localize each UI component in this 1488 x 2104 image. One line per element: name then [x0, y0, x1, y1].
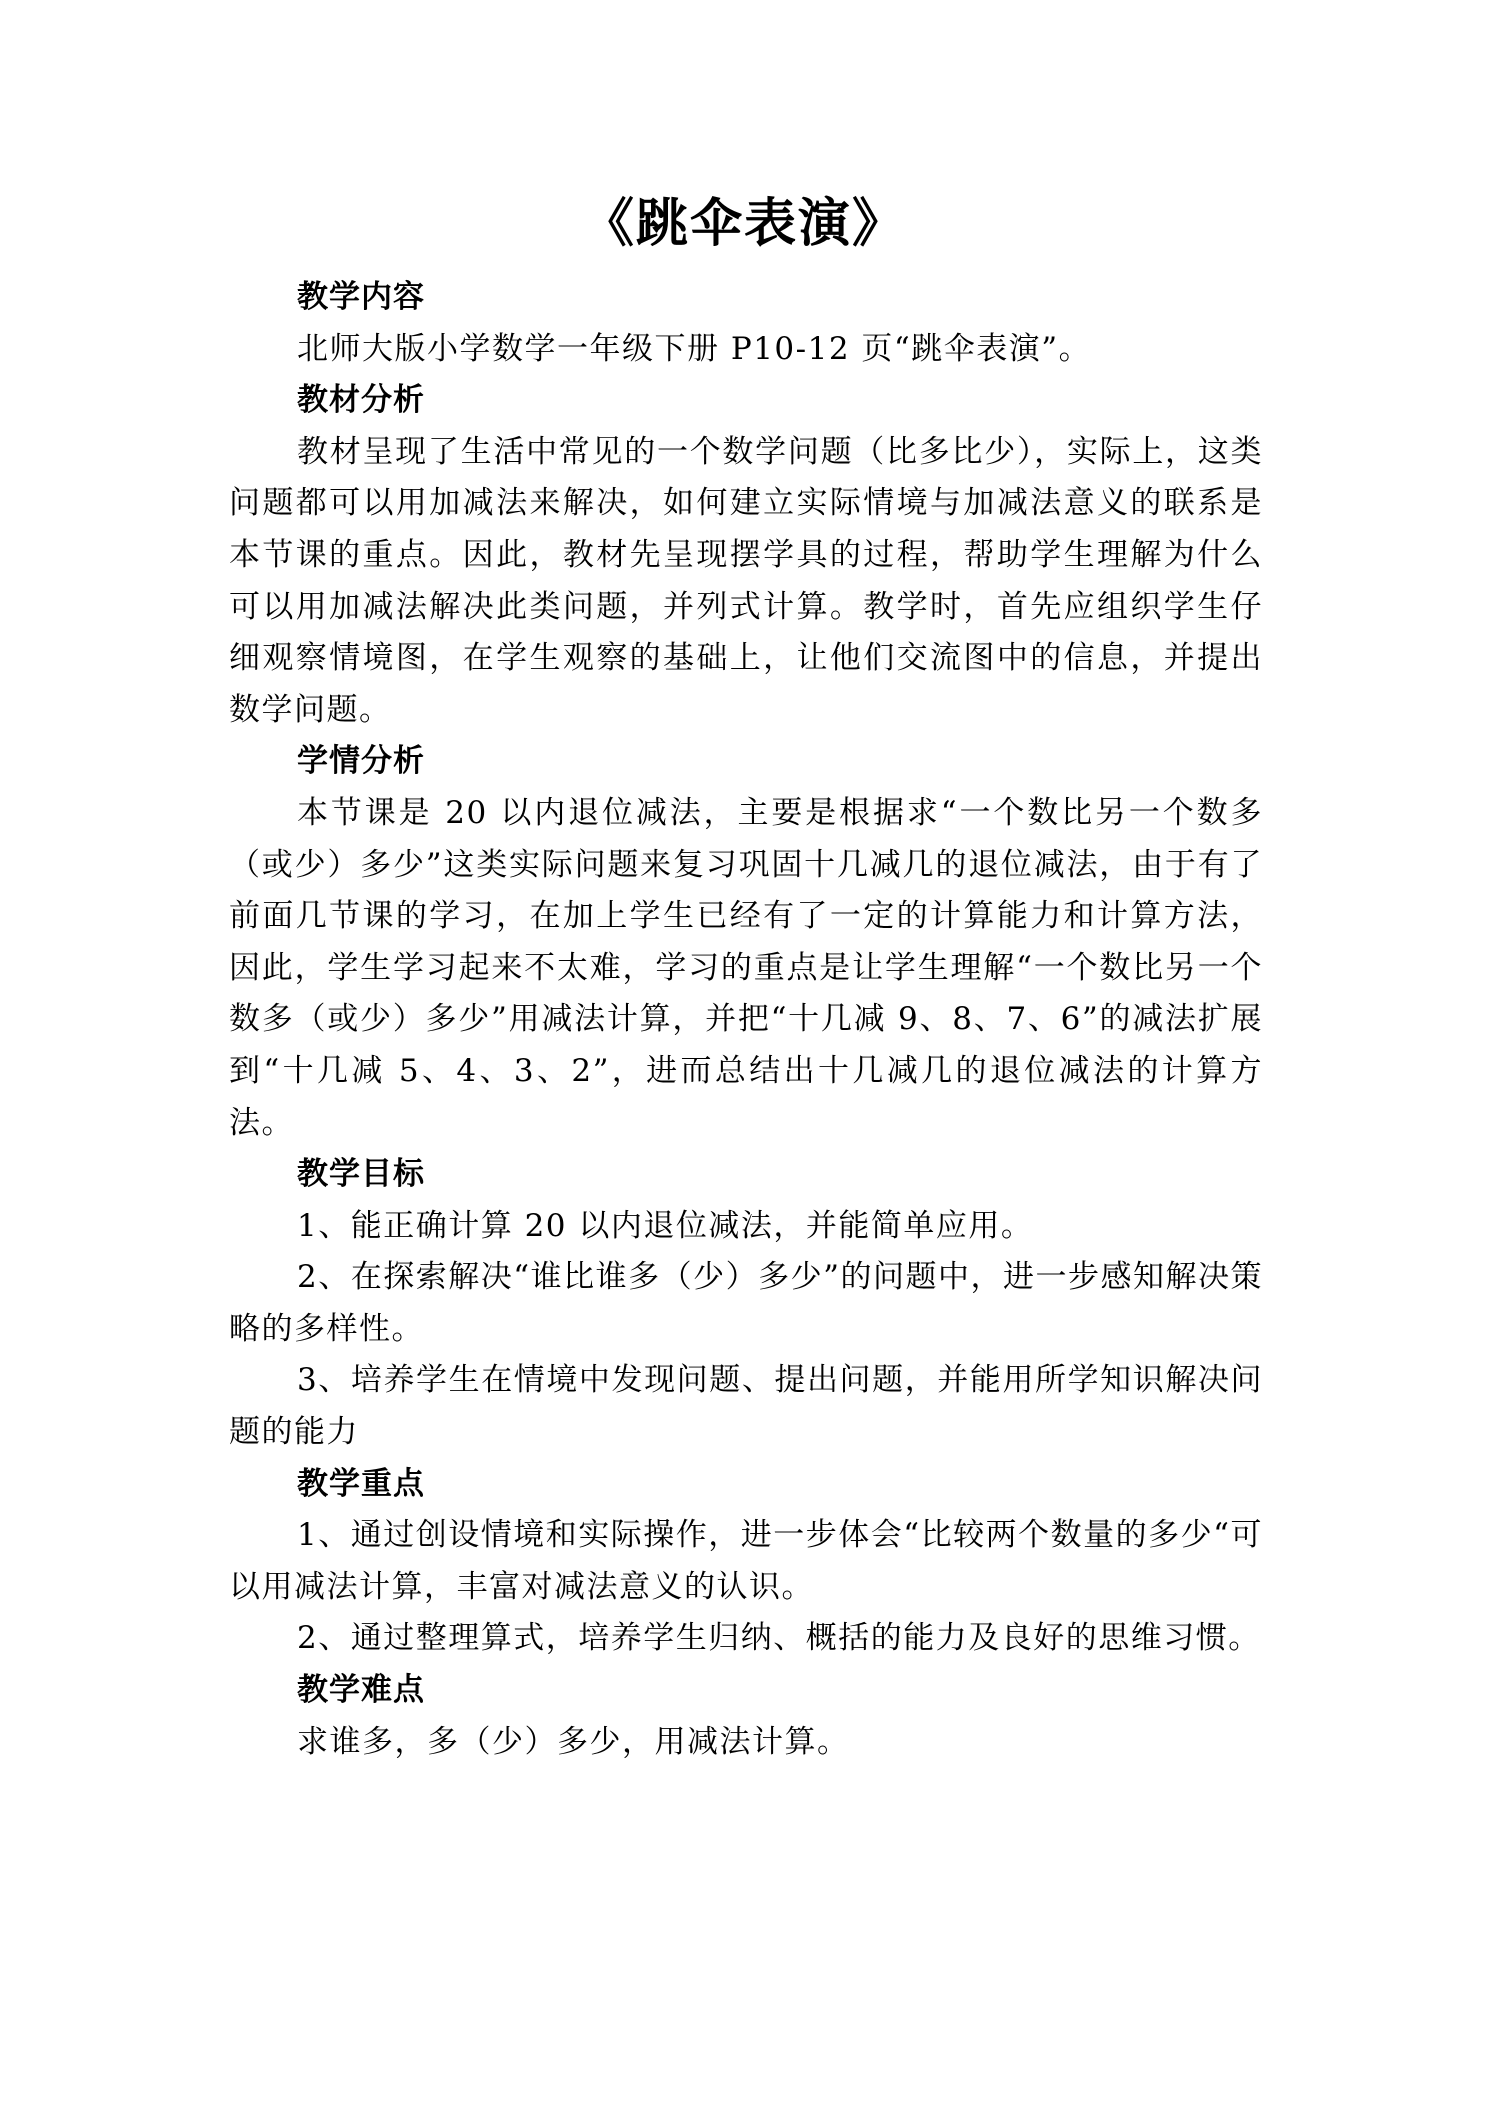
- section-paragraph: 本节课是 20 以内退位减法，主要是根据求“一个数比另一个数多（或少）多少”这类实际问题来复习巩固十几减几的退位减法，由于有了前面几节课的学习，在加上学生已经有了一定的计算能力和计算方法，因此，学生学习起来不太难，学习的重点是让学生理解“一个数比另一个数多（或少）多少”用减法计算，并把“十几减 9、8、7、6”的减法扩展到“十几减 5、4、3、2”，进而总结出十几减几的退位减法的计算方法。: [229, 794, 1263, 1141]
- key-point-item-1: 1、通过创设情境和实际操作，进一步体会“比较两个数量的多少“可以用减法计算，丰富对减法意义的认识。: [229, 1517, 1263, 1605]
- section-heading: 教学重点: [297, 1465, 425, 1502]
- goal-item-3: 3、培养学生在情境中发现问题、提出问题，并能用所学知识解决问题的能力: [229, 1362, 1263, 1451]
- section-difficulties: [229, 1665, 1263, 1768]
- goal-item-1: 1、能正确计算 20 以内退位减法，并能简单应用。: [297, 1207, 1034, 1244]
- section-paragraph: 教材呈现了生活中常见的一个数学问题（比多比少），实际上，这类问题都可以用加减法来解决，如何建立实际情境与加减法意义的联系是本节课的重点。因此，教材先呈现摆学具的过程，帮助学生理解为什么可以用加减法解决此类问题，并列式计算。教学时，首先应组织学生仔细观察情境图，在学生观察的基础上，让他们交流图中的信息，并提出数学问题。: [229, 433, 1263, 728]
- section-learner-analysis: [229, 736, 1263, 1149]
- section-paragraph: 北师大版小学数学一年级下册 P10-12 页“跳伞表演”。: [297, 330, 1092, 367]
- goal-item-2: 2、在探索解决“谁比谁多（少）多少”的问题中，进一步感知解决策略的多样性。: [229, 1259, 1263, 1347]
- section-textbook-analysis: [229, 375, 1263, 736]
- section-heading: 教学目标: [297, 1156, 425, 1193]
- section-paragraph: 求谁多，多（少）多少，用减法计算。: [297, 1723, 850, 1760]
- section-key-points: [229, 1459, 1263, 1665]
- document-title: 《跳伞表演》: [581, 194, 906, 254]
- section-heading: 教学内容: [297, 279, 425, 315]
- section-teaching-content: [229, 272, 1263, 375]
- document-body: [229, 272, 1263, 1768]
- section-heading: 教学难点: [297, 1672, 425, 1709]
- section-teaching-goals: [229, 1149, 1263, 1459]
- section-heading: 教材分析: [297, 382, 425, 419]
- section-heading: 学情分析: [297, 743, 425, 780]
- key-point-item-2: 2、通过整理算式，培养学生归纳、概括的能力及良好的思维习惯。: [297, 1620, 1261, 1657]
